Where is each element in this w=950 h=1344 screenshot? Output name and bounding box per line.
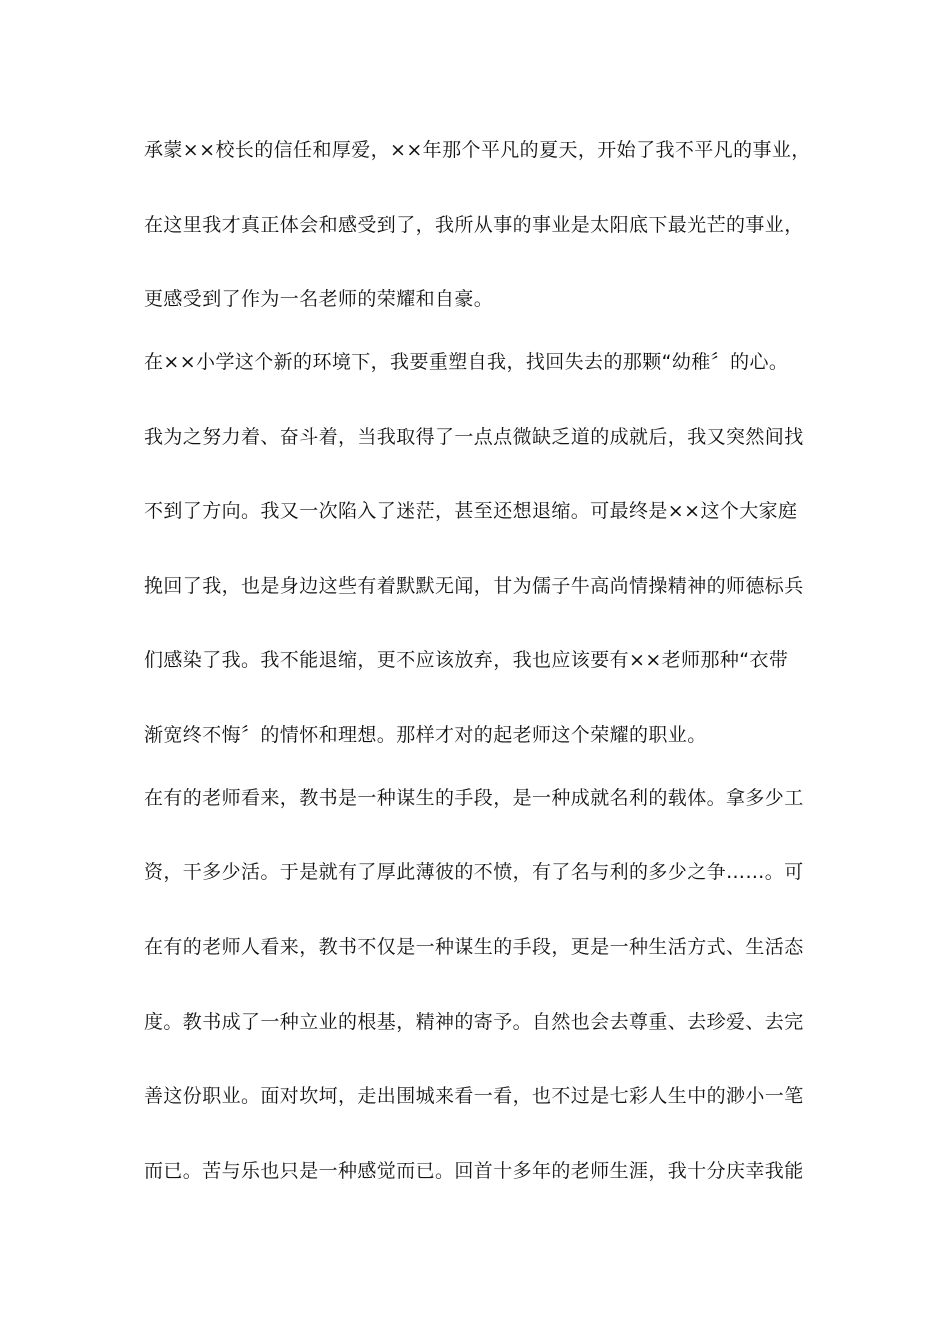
text-line: 我为之努力着、奋斗着，当我取得了一点点微缺乏道的成就后，我又突然间找 <box>144 426 804 448</box>
text-line: 度。教书成了一种立业的根基，精神的寄予。自然也会去尊重、去珍爱、去完 <box>144 1011 804 1033</box>
text-line: 不到了方向。我又一次陷入了迷茫，甚至还想退缩。可最终是××这个大家庭 <box>144 500 798 522</box>
text-line: 在这里我才真正体会和感受到了，我所从事的事业是太阳底下最光芒的事业， <box>144 214 804 236</box>
text-line: 们感染了我。我不能退缩，更不应该放弃，我也应该要有××老师那种“衣带 <box>144 649 789 671</box>
text-line: 善这份职业。面对坎坷，走出围城来看一看，也不过是七彩人生中的渺小一笔 <box>144 1085 804 1107</box>
text-line: 资，干多少活。于是就有了厚此薄彼的不愤，有了名与利的多少之争……。可 <box>144 861 804 883</box>
text-line: 挽回了我，也是身边这些有着默默无闻，甘为儒子牛高尚情操精神的师德标兵 <box>144 575 804 597</box>
text-line: 更感受到了作为一名老师的荣耀和自豪。 <box>144 288 494 310</box>
text-line: 在有的老师看来，教书是一种谋生的手段，是一种成就名利的载体。拿多少工 <box>144 787 804 809</box>
text-line: 渐宽终不悔〞的情怀和理想。那样才对的起老师这个荣耀的职业。 <box>144 724 707 746</box>
text-line: 在××小学这个新的环境下，我要重塑自我，找回失去的那颗“幼稚〞的心。 <box>144 351 789 373</box>
text-line: 在有的老师人看来，教书不仅是一种谋生的手段，更是一种生活方式、生活态 <box>144 936 804 958</box>
text-line: 承蒙××校长的信任和厚爱，××年那个平凡的夏天，开始了我不平凡的事业， <box>144 139 811 161</box>
text-line: 而已。苦与乐也只是一种感觉而已。回首十多年的老师生涯，我十分庆幸我能 <box>144 1160 804 1182</box>
